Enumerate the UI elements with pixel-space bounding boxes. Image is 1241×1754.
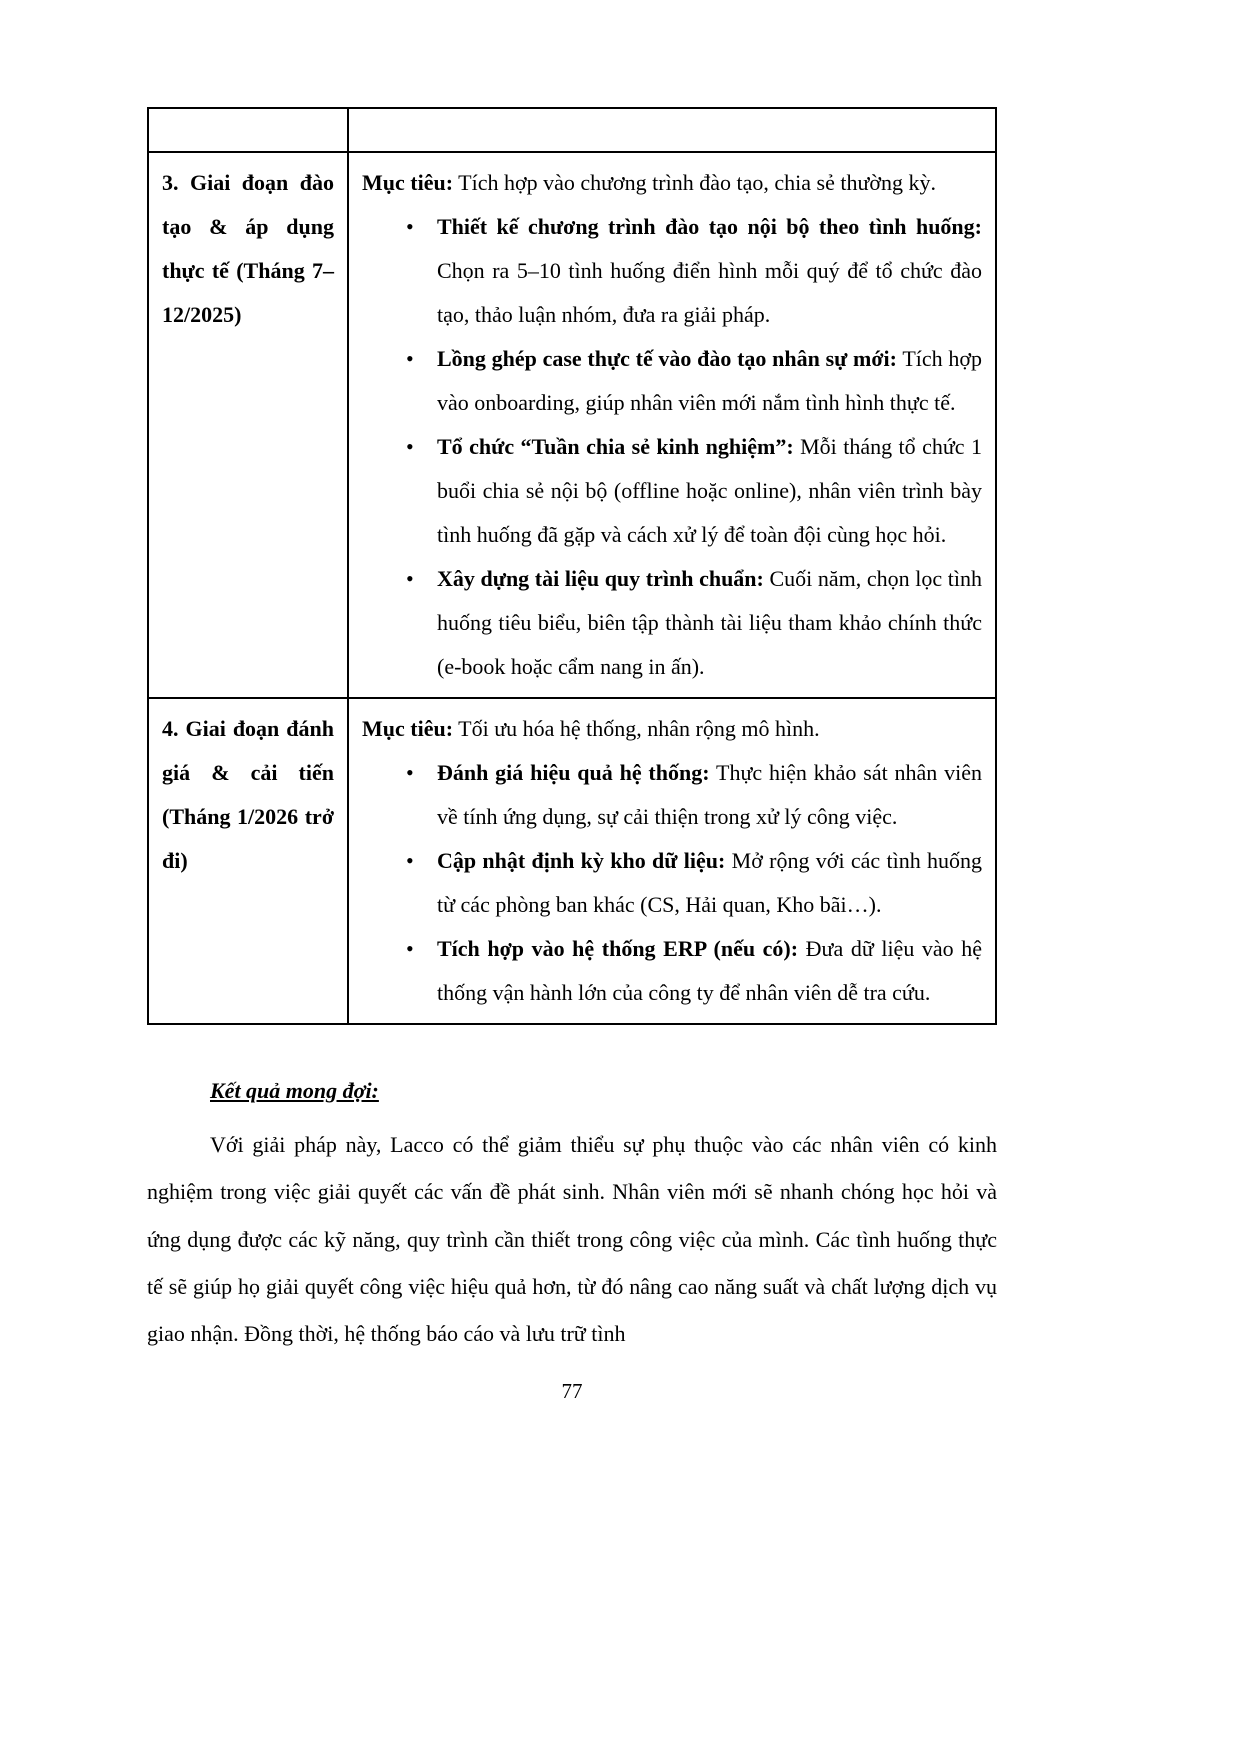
phase-4-objective [362, 707, 982, 751]
expected-results-heading: Kết quả mong đợi: [210, 1078, 379, 1103]
bullet-label: Lồng ghép case thực tế vào đào tạo nhân sự mới: [437, 346, 897, 371]
bullet-text: Thực hiện khảo sát nhân viên về tính ứng dụng, sự cải thiện trong xử lý công việc. [437, 760, 982, 829]
bullet-text: Tích hợp vào onboarding, giúp nhân viên mới nắm tình hình thực tế. [437, 346, 982, 415]
bullet-label: Tổ chức “Tuần chia sẻ kinh nghiệm”: [437, 434, 794, 459]
empty-cell-left [148, 108, 348, 152]
phase-4-title-cell [148, 698, 348, 1024]
empty-cell-right [348, 108, 996, 152]
bullet-text: Cuối năm, chọn lọc tình huống tiêu biểu, biên tập thành tài liệu tham khảo chính thức (e-book hoặc cẩm nang in ấn). [437, 566, 983, 679]
list-item [362, 337, 982, 425]
phase-3-bullet-list [362, 205, 982, 689]
page-content [147, 107, 997, 1404]
list-item [362, 557, 982, 689]
list-item [362, 205, 982, 337]
phases-table [147, 107, 997, 1025]
bullet-text: Chọn ra 5–10 tình huống điển hình mỗi quý để tổ chức đào tạo, thảo luận nhóm, đưa ra giải pháp. [437, 258, 982, 327]
phase-3-objective-label: Mục tiêu: [362, 170, 454, 195]
table-row-phase-4 [148, 698, 996, 1024]
bullet-label: Đánh giá hiệu quả hệ thống: [437, 760, 710, 785]
table-row-phase-3 [148, 152, 996, 698]
bullet-label: Tích hợp vào hệ thống ERP (nếu có): [437, 936, 799, 961]
phase-3-content-cell [348, 152, 996, 698]
table-empty-row [148, 108, 996, 152]
list-item [362, 927, 982, 1015]
phase-4-title: 4. Giai đoạn đánh giá & cải tiến (Tháng 1/2026 trở đi) [162, 716, 334, 873]
phase-3-objective-text: Tích hợp vào chương trình đào tạo, chia sẻ thường kỳ. [458, 170, 937, 195]
expected-results-section [147, 1069, 997, 1357]
bullet-text: Mở rộng với các tình huống từ các phòng ban khác (CS, Hải quan, Kho bãi…). [437, 848, 983, 917]
list-item [362, 425, 982, 557]
phase-4-content-cell [348, 698, 996, 1024]
list-item [362, 751, 982, 839]
phase-4-objective-text: Tối ưu hóa hệ thống, nhân rộng mô hình. [458, 716, 820, 741]
bullet-label: Xây dựng tài liệu quy trình chuẩn: [437, 566, 764, 591]
phase-4-bullet-list [362, 751, 982, 1015]
expected-results-paragraph: Với giải pháp này, Lacco có thể giảm thiểu sự phụ thuộc vào các nhân viên có kinh nghiệm trong việc giải quyết các vấn đề phát sinh. Nhân viên mới sẽ nhanh chóng học hỏi và ứng dụng được các kỹ năng, quy trình cần thiết trong công việc của mình. Các tình huống thực tế sẽ giúp họ giải quyết công việc hiệu quả hơn, từ đó nâng cao năng suất và chất lượng dịch vụ giao nhận. Đồng thời, hệ thống báo cáo và lưu trữ tình [147, 1132, 997, 1347]
bullet-text: Mỗi tháng tổ chức 1 buổi chia sẻ nội bộ (offline hoặc online), nhân viên trình bày tình huống đã gặp và cách xử lý để toàn đội cùng học hỏi. [437, 434, 983, 547]
phase-3-title: 3. Giai đoạn đào tạo & áp dụng thực tế (Tháng 7–12/2025) [162, 170, 334, 327]
page-number: 77 [561, 1379, 583, 1404]
bullet-label: Thiết kế chương trình đào tạo nội bộ theo tình huống: [437, 214, 982, 239]
phase-3-title-cell [148, 152, 348, 698]
phase-3-objective [362, 161, 982, 205]
phase-4-objective-label: Mục tiêu: [362, 716, 454, 741]
bullet-label: Cập nhật định kỳ kho dữ liệu: [437, 848, 726, 873]
list-item [362, 839, 982, 927]
bullet-text: Đưa dữ liệu vào hệ thống vận hành lớn của công ty để nhân viên dễ tra cứu. [437, 936, 983, 1005]
